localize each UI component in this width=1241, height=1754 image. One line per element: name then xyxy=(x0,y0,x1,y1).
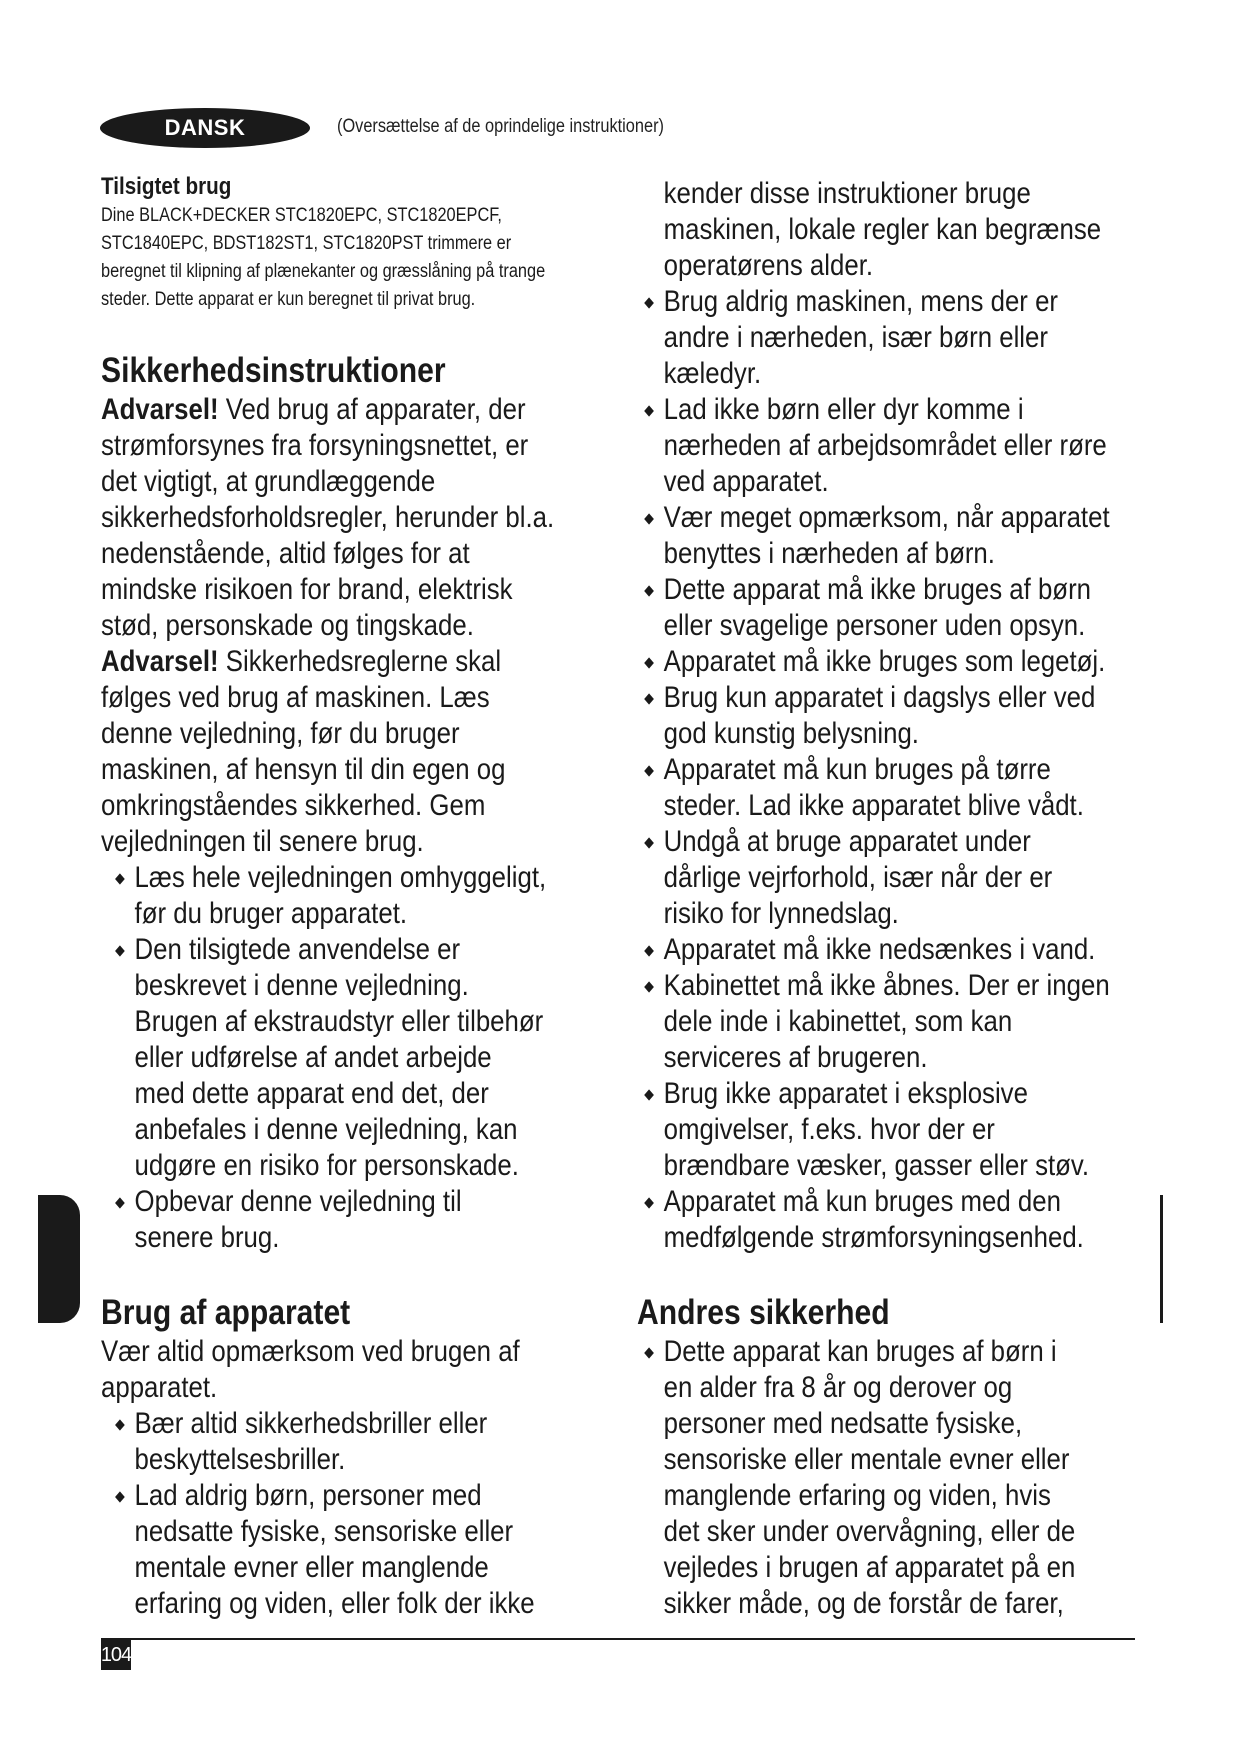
list-item: Brug ikke apparatet i eksplosive omgivelser, f.eks. hvor der er brændbare væsker, gasser eller støv. xyxy=(637,1076,1113,1184)
list-item: Apparatet må ikke nedsænkes i vand. xyxy=(637,932,1113,968)
bullet-diamond-icon xyxy=(644,405,654,416)
bullet-diamond-icon xyxy=(644,297,654,308)
list-item: Lad aldrig børn, personer med nedsatte fysiske, sensoriske eller mentale evner eller manglende erfaring og viden, eller folk der ikke xyxy=(108,1478,538,1622)
list-item: Vær meget opmærksom, når apparatet benyttes i nærheden af børn. xyxy=(637,500,1113,572)
bullet-diamond-icon xyxy=(644,1089,654,1100)
left-column xyxy=(101,172,634,1622)
bullet-diamond-icon xyxy=(644,585,654,596)
bullet-diamond-icon xyxy=(115,1491,125,1502)
bullet-diamond-icon xyxy=(115,873,125,884)
list-item: Apparatet må ikke bruges som legetøj. xyxy=(637,644,1113,680)
use-intro: Vær altid opmærksom ved brugen af apparatet. xyxy=(101,1335,520,1404)
safety-warning-2 xyxy=(101,644,565,860)
list-item: Brug kun apparatet i dagslys eller ved god kunstig belysning. xyxy=(637,680,1113,752)
bullet-diamond-icon xyxy=(644,981,654,992)
list-item: Lad ikke børn eller dyr komme i nærheden af arbejdsområdet eller røre ved apparatet. xyxy=(637,392,1113,500)
warning-text: Ved brug af apparater, der strømforsynes fra forsyningsnettet, er det vigtigt, at grundlæggende sikkerhedsforholdsregler, herunder bl.a. nedenstående, altid følges for at mindske risikoen for brand, elektrisk stød, personskade og tingskade. xyxy=(101,393,555,642)
use-heading: Brug af apparatet xyxy=(101,1293,351,1332)
list-item: Den tilsigtede anvendelse er beskrevet i denne vejledning. Brugen af ekstraudstyr eller tilbehør eller udførelse af andet arbejde med dette apparat end det, der anbefales i denne vejledning, kan udgøre en risiko for personskade. xyxy=(108,932,547,1184)
bullet-diamond-icon xyxy=(644,1347,654,1358)
bullet-diamond-icon xyxy=(115,1197,125,1208)
warning-label: Advarsel! xyxy=(101,393,219,426)
list-item: Apparatet må kun bruges på tørre steder. Lad ikke apparatet blive vådt. xyxy=(637,752,1113,824)
list-item: Apparatet må kun bruges med den medfølgende strømforsyningsenhed. xyxy=(637,1184,1113,1256)
use-bullet-list xyxy=(108,1406,538,1622)
list-item: Læs hele vejledningen omhyggeligt, før du bruger apparatet. xyxy=(108,860,547,932)
warning-text: Sikkerhedsreglerne skal følges ved brug af maskinen. Læs denne vejledning, før du bruger maskinen, af hensyn til din egen og omkringståendes sikkerhed. Gem vejledningen til senere brug. xyxy=(101,645,506,858)
residual-heading: Andres sikkerhed xyxy=(637,1293,890,1332)
margin-change-bar xyxy=(1160,1195,1163,1323)
warning-label: Advarsel! xyxy=(101,645,219,678)
bullet-diamond-icon xyxy=(644,657,654,668)
safety-warning-1 xyxy=(101,392,565,644)
bullet-diamond-icon xyxy=(644,837,654,848)
list-item: Bær altid sikkerhedsbriller eller beskyttelsesbriller. xyxy=(108,1406,538,1478)
bullet-diamond-icon xyxy=(115,945,125,956)
footer-rule xyxy=(101,1638,1135,1640)
bullet-diamond-icon xyxy=(644,945,654,956)
list-item: Kabinettet må ikke åbnes. Der er ingen dele inde i kabinettet, som kan serviceres af brugeren. xyxy=(637,968,1113,1076)
list-item: Opbevar denne vejledning til senere brug. xyxy=(108,1184,547,1256)
residual-bullet-list xyxy=(637,1334,1076,1622)
continuation-text: kender disse instruktioner bruge maskinen, lokale regler kan begrænse operatørens alder. xyxy=(663,177,1102,282)
list-item: Brug aldrig maskinen, mens der er andre i nærheden, især børn eller kæledyr. xyxy=(637,284,1113,392)
intended-use-text: Dine BLACK+DECKER STC1820EPC, STC1820EPCF, STC1840EPC, BDST182ST1, STC1820PST trimmere er beregnet til klipning af plænekanter og græsslåning på trange steder. Dette apparat er kun beregnet til privat brug. xyxy=(101,205,546,310)
bullet-diamond-icon xyxy=(644,765,654,776)
page-number: 104 xyxy=(101,1640,131,1670)
right-bullet-list xyxy=(637,284,1113,1256)
bullet-diamond-icon xyxy=(644,1197,654,1208)
list-item: Undgå at bruge apparatet under dårlige vejrforhold, især når der er risiko for lynnedslag. xyxy=(637,824,1113,932)
safety-heading: Sikkerhedsinstruktioner xyxy=(101,351,446,390)
intended-use-heading: Tilsigtet brug xyxy=(101,173,232,200)
section-side-tab xyxy=(38,1195,80,1323)
bullet-diamond-icon xyxy=(115,1419,125,1430)
right-column xyxy=(637,176,1170,1622)
list-item: Dette apparat må ikke bruges af børn eller svagelige personer uden opsyn. xyxy=(637,572,1113,644)
bullet-diamond-icon xyxy=(644,693,654,704)
language-badge: DANSK xyxy=(100,108,310,148)
safety-bullet-list xyxy=(108,860,547,1256)
translation-note: (Oversættelse af de oprindelige instruktioner) xyxy=(337,116,664,137)
list-item: Dette apparat kan bruges af børn i en alder fra 8 år og derover og personer med nedsatte fysiske, sensoriske eller mentale evner eller manglende erfaring og viden, hvis det sker under overvågning, eller de vejledes i brugen af apparatet på en sikker måde, og de forstår de farer, xyxy=(637,1334,1076,1622)
bullet-diamond-icon xyxy=(644,513,654,524)
